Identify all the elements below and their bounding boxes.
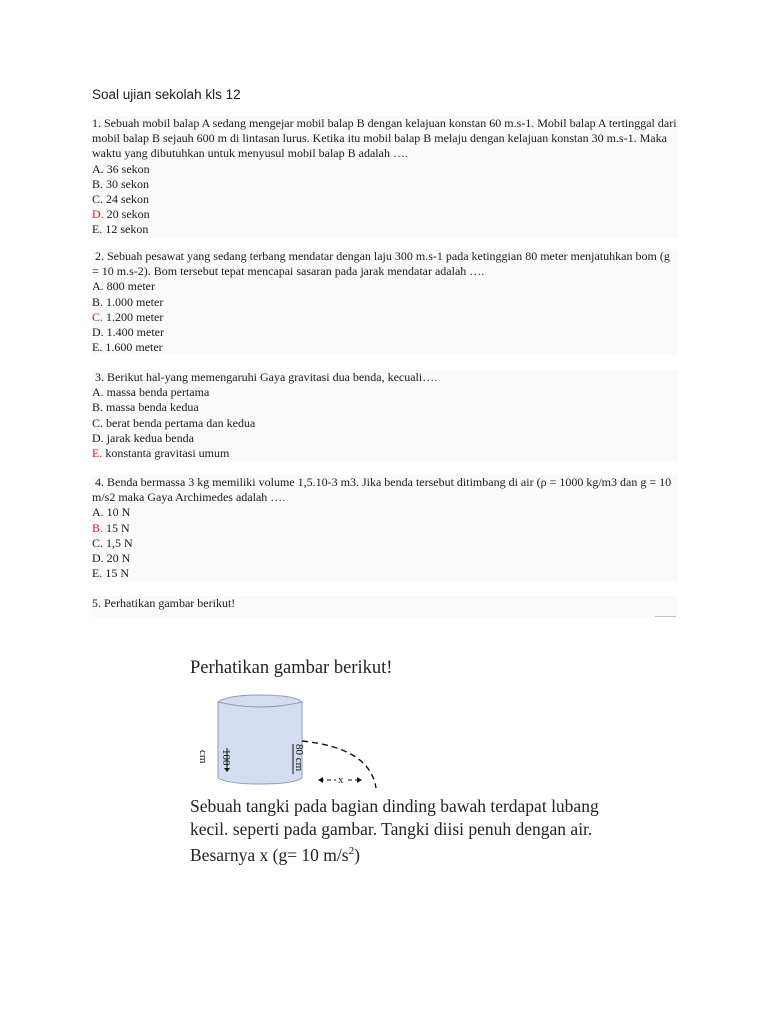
question-2-option-e: E. 1.600 meter: [92, 340, 163, 355]
question-4-option-b: B. 15 N: [92, 520, 130, 535]
question-3-option-b: B. massa benda kedua: [92, 400, 199, 415]
question-1-option-c: C. 24 sekon: [92, 192, 150, 207]
tank-figure: [190, 692, 390, 792]
answer-marker: B.: [92, 520, 104, 535]
label-80cm: 80 cm: [293, 744, 305, 772]
question-1-option-e: E. 12 sekon: [92, 222, 149, 237]
description-line-2: kecil. seperti pada gambar. Tangki diisi penuh dengan air.: [190, 818, 593, 839]
question-4-option-d: D. 20 N: [92, 551, 131, 566]
question-4-option-e: E. 15 N: [92, 566, 130, 581]
description-line-3: Besarnya x (g= 10 $m/s^2$): [190, 844, 360, 865]
question-2-option-d: D. 1.400 meter: [92, 325, 164, 340]
question-4-text: 4. Benda bermassa 3 kg memiliki volume 1,5.10-3 m3. Jika benda tersebut ditimbang di air (ρ = 1000 kg/m3 dan g = 10 m/s2 maka Gaya Archimedes adalah ….: [92, 475, 672, 505]
question-1-option-d: D. 20 sekon: [92, 207, 150, 222]
question-1-text: 1. Sebuah mobil balap A sedang mengejar mobil balap B dengan kelajuan konstan 60 m.s-1. Mobil balap A tertinggal dari mobil balap B sejauh 600 m di lintasan lurus. Ketika itu mobil balap B melaju dengan kelajuan konstan 30 m.s-1. Maka waktu yang dibutuhkan untuk menyusul mobil balap B adalah ….: [92, 116, 677, 161]
question-2-option-c: C. 1.200 meter: [92, 309, 164, 324]
question-3-option-e: E. konstanta gravitasi umum: [92, 446, 230, 461]
question-1-option-b: B. 30 sekon: [92, 176, 150, 191]
page-title: Soal ujian sekolah kls 12: [92, 87, 241, 102]
x-arrow-right: [357, 777, 362, 783]
question-3-option-d: D. jarak kedua benda: [92, 430, 194, 445]
question-3-text: 3. Berikut hal-yang memengaruhi Gaya gravitasi dua benda, kecuali….: [95, 370, 438, 384]
label-100: 100: [220, 749, 232, 766]
question-3-option-c: C. berat benda pertama dan kedua: [92, 415, 256, 430]
divider: [655, 616, 676, 617]
figure-title: Perhatikan gambar berikut!: [190, 658, 393, 678]
answer-marker: C.: [92, 309, 104, 324]
description-line-1: Sebuah tangki pada bagian dinding bawah terdapat lubang: [190, 796, 599, 816]
figure-description: [190, 795, 650, 866]
answer-marker: E.: [92, 446, 103, 461]
question-1-option-a: A. 36 sekon: [92, 161, 150, 176]
question-3-option-a: A. massa benda pertama: [92, 385, 210, 400]
question-4: [92, 475, 678, 581]
question-5-text: 5. Perhatikan gambar berikut!: [92, 596, 678, 617]
question-3: [92, 370, 678, 461]
question-2: [92, 249, 678, 355]
label-x: x: [338, 774, 344, 786]
answer-marker: D.: [92, 207, 104, 222]
question-2-option-a: A. 800 meter: [92, 279, 155, 294]
question-2-option-b: B. 1.000 meter: [92, 294, 164, 309]
question-1: [92, 116, 678, 238]
x-arrow-left: [318, 777, 323, 783]
label-cm: cm: [197, 750, 209, 764]
tank-body: [218, 695, 302, 784]
question-4-option-c: C. 1,5 N: [92, 535, 133, 550]
question-2-text: 2. Sebuah pesawat yang sedang terbang mendatar dengan laju 300 m.s-1 pada ketinggian 80 meter menjatuhkan bom (g = 10 m.s-2). Bom tersebut tepat mencapai sasaran pada jarak mendatar adalah ….: [92, 249, 670, 279]
question-4-option-a: A. 10 N: [92, 505, 131, 520]
